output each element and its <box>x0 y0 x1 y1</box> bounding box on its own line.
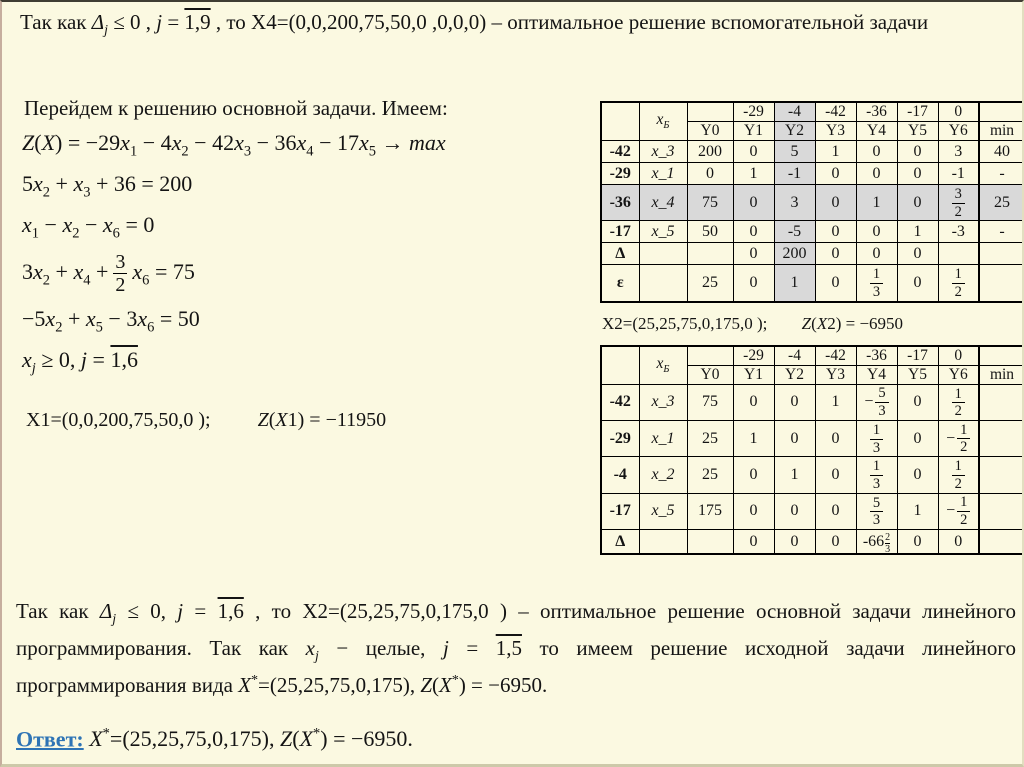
objective-coef-header <box>979 346 1024 366</box>
table-cell <box>979 384 1024 420</box>
constraint-3: $3x_2 + x_4$ + $\frac{3}{2}$ $x_6 = 75$ <box>22 250 195 297</box>
table-cell: 0 <box>733 457 774 493</box>
table-cell: 1 3 <box>856 421 897 457</box>
text-part: ) = −6950. <box>320 726 413 752</box>
objective-coef-header: -42 <box>815 346 856 366</box>
x1-solution <box>26 409 590 432</box>
table-cell: x_1 <box>639 163 687 185</box>
table-cell: Δ <box>601 530 639 555</box>
column-header: Y6 <box>938 365 979 384</box>
table-cell: 0 <box>774 384 815 420</box>
table-cell: 3 <box>774 185 815 221</box>
table-cell: 3 <box>938 141 979 163</box>
table-cell <box>979 457 1024 493</box>
table-cell: 1 2 <box>938 457 979 493</box>
table-cell: x_3 <box>639 384 687 420</box>
table-cell: 0 <box>897 141 938 163</box>
table-cell <box>687 530 733 555</box>
table-cell: 0 <box>733 493 774 529</box>
objective-coef-header: -29 <box>733 102 774 122</box>
table-cell: 200 <box>687 141 733 163</box>
text-part: $x_j$ − целые, j = <box>305 635 496 664</box>
objective-coef-header: -29 <box>733 346 774 366</box>
text-part: =(25,25,75,0,175), <box>258 672 421 697</box>
table-cell: -29 <box>601 163 639 185</box>
column-header: Y2 <box>774 122 815 141</box>
text-part: , то X4=(0,0,200,75,50,0 ,0,0,0) – оптимальное решение вспомогательной задачи <box>210 10 929 34</box>
x2-point: X2=(25,25,75,0,175,0 ); <box>602 313 768 333</box>
constraint-1: $5x_2 + x_3 + 36 = 200$ <box>22 170 193 201</box>
table-cell: x_5 <box>639 493 687 529</box>
objective-coef-header: -4 <box>774 346 815 366</box>
column-header: Y1 <box>733 365 774 384</box>
table-cell <box>979 493 1024 529</box>
table-cell: -42 <box>601 384 639 420</box>
text-part: Так как $\Delta_j \le 0$ , j = <box>20 10 185 38</box>
text-part: $\Delta_j \le 0$, j = <box>99 599 218 627</box>
table-cell: 1 <box>897 493 938 529</box>
table-cell: -1 <box>774 163 815 185</box>
table-cell: 0 <box>815 457 856 493</box>
table-cell: x_2 <box>639 457 687 493</box>
table-cell: 1 <box>733 163 774 185</box>
column-header: Y4 <box>856 122 897 141</box>
table-cell: 1 2 <box>938 384 979 420</box>
objective-coef-header <box>979 102 1024 122</box>
objective-coef-header: -36 <box>856 346 897 366</box>
table-cell: 5 3 <box>856 493 897 529</box>
table-cell: 1 <box>897 221 938 243</box>
conclusion-paragraph <box>16 594 1016 702</box>
text-part: X <box>238 672 252 697</box>
table-cell: 0 <box>733 384 774 420</box>
objective-coef-header: 0 <box>938 102 979 122</box>
corner-cell <box>601 102 639 141</box>
basis-header: $x_Б$ <box>639 102 687 141</box>
basis-header: $x_Б$ <box>639 346 687 385</box>
text-part: , то X2=(25,25,75,0,175,0 ) – оптимальное решение основной задачи линейного программирования. Так как <box>16 599 1016 660</box>
table-cell: 0 <box>856 221 897 243</box>
table-cell: 0 <box>856 163 897 185</box>
table-cell: -5 <box>774 221 815 243</box>
table-cell: 1 <box>856 185 897 221</box>
table-cell: 175 <box>687 493 733 529</box>
table-cell: 0 <box>815 243 856 265</box>
column-header: Y0 <box>687 365 733 384</box>
table-cell: 75 <box>687 185 733 221</box>
table-cell: 25 <box>687 457 733 493</box>
table-cell: 1 3 <box>856 265 897 302</box>
top-statement-text <box>20 6 1010 41</box>
table-cell: 0 <box>938 530 979 555</box>
x1-point: X1=(0,0,200,75,50,0 ); <box>26 408 211 431</box>
table-cell: 1 <box>774 457 815 493</box>
table-cell: 25 <box>979 185 1024 221</box>
table-cell: 1 <box>774 265 815 302</box>
table-cell: 0 <box>733 530 774 555</box>
table-cell: 50 <box>687 221 733 243</box>
table-cell <box>639 530 687 555</box>
column-header: min <box>979 365 1024 384</box>
objective-coef-header: 0 <box>938 346 979 366</box>
table-cell: 25 <box>687 421 733 457</box>
table-cell: -66 2 3 <box>856 530 897 555</box>
answer-label: Ответ: <box>16 726 84 752</box>
table-cell: 40 <box>979 141 1024 163</box>
table-cell: -17 <box>601 493 639 529</box>
x2-solution <box>602 314 1024 334</box>
text-part: то имеем решение исходной задачи линейного программирования вида <box>16 635 1017 697</box>
objective-coef-header <box>687 346 733 366</box>
table-cell: − $\frac{1}{2}$ <box>938 493 979 529</box>
table-cell: -1 <box>938 163 979 185</box>
table-cell: − $\frac{1}{2}$ <box>938 421 979 457</box>
table-cell: 0 <box>815 221 856 243</box>
table-cell: 0 <box>856 243 897 265</box>
text-part: X <box>89 726 103 752</box>
constraint-2: $x_1 - x_2 - x_6 = 0$ <box>22 211 155 242</box>
fraction: $\frac{3}{2}$ <box>115 250 126 297</box>
table-cell <box>639 265 687 302</box>
table-cell: 1 <box>733 421 774 457</box>
text-part: Z(X <box>279 726 314 752</box>
corner-cell <box>601 346 639 385</box>
table-cell: 200 <box>774 243 815 265</box>
table-cell: 0 <box>733 221 774 243</box>
table-cell: 1 2 <box>938 265 979 302</box>
table-cell: 1 3 <box>856 457 897 493</box>
table-cell: x_4 <box>639 185 687 221</box>
objective-coef-header <box>687 102 733 122</box>
text-part: Z(X <box>420 672 452 697</box>
intro-text: Перейдем к решению основной задачи. Имеем: <box>24 96 448 120</box>
text-part: * <box>102 726 110 742</box>
table-cell: -36 <box>601 185 639 221</box>
right-column <box>600 101 1024 555</box>
table-cell: 5 <box>774 141 815 163</box>
table-cell: 0 <box>856 141 897 163</box>
objective-function: $Z(X) = -29x_1 - 4x_2 - 42x_3 - 36x_4 - 17x_5 \to \max$ <box>22 130 446 160</box>
table-cell: 0 <box>687 163 733 185</box>
table-cell: 0 <box>815 530 856 555</box>
table-cell <box>979 421 1024 457</box>
column-header: Y3 <box>815 122 856 141</box>
table-cell: 0 <box>733 141 774 163</box>
table-cell: -42 <box>601 141 639 163</box>
table-cell: -17 <box>601 221 639 243</box>
objective-coef-header: -42 <box>815 102 856 122</box>
table-cell <box>979 243 1024 265</box>
answer-value <box>84 726 413 751</box>
table-cell: 0 <box>774 530 815 555</box>
objective-coef-header: -36 <box>856 102 897 122</box>
column-header: Y5 <box>897 365 938 384</box>
table-cell <box>979 530 1024 555</box>
table-cell: 25 <box>687 265 733 302</box>
text-part: ) = −6950. <box>458 672 548 697</box>
x2-objective-value: Z(X2) = −6950 <box>801 313 904 333</box>
table-cell: 0 <box>815 185 856 221</box>
table-cell: − $\frac{5}{3}$ <box>856 384 897 420</box>
text-part: 1,5 <box>495 635 522 660</box>
column-header: Y6 <box>938 122 979 141</box>
text-part: * <box>451 671 459 687</box>
table-cell: -3 <box>938 221 979 243</box>
table-cell: 0 <box>897 457 938 493</box>
table-cell: x_5 <box>639 221 687 243</box>
text-part: =(25,25,75,0,175), <box>109 726 280 752</box>
table-cell: - <box>979 221 1024 243</box>
column-header: min <box>979 122 1024 141</box>
table-cell: 0 <box>897 163 938 185</box>
table-cell: 0 <box>897 265 938 302</box>
column-header: Y1 <box>733 122 774 141</box>
table-cell: 1 <box>815 384 856 420</box>
objective-coef-header: -17 <box>897 102 938 122</box>
table-cell: 0 <box>774 421 815 457</box>
table-cell <box>979 265 1024 302</box>
text-part: 1,9 <box>184 10 211 34</box>
text-part: 1,6 <box>217 599 244 623</box>
table-cell: 0 <box>733 185 774 221</box>
nonnegativity-condition: $x_j \ge 0$, j = 1,6 <box>22 346 138 377</box>
column-header: Y2 <box>774 365 815 384</box>
table-cell: -29 <box>601 421 639 457</box>
table-cell: 0 <box>815 265 856 302</box>
text-part: * <box>251 671 259 687</box>
table-cell <box>687 243 733 265</box>
constraint-4: $-5x_2 + x_5 - 3x_6 = 50$ <box>22 305 200 336</box>
column-header: Y3 <box>815 365 856 384</box>
table-cell: 0 <box>897 243 938 265</box>
table-cell: 0 <box>815 163 856 185</box>
column-header: Y4 <box>856 365 897 384</box>
table-cell: 0 <box>733 265 774 302</box>
table-cell: ε <box>601 265 639 302</box>
table-cell: 3 2 <box>938 185 979 221</box>
table-cell: 1 <box>815 141 856 163</box>
column-header: Y0 <box>687 122 733 141</box>
answer-line <box>16 726 413 752</box>
table-cell: 0 <box>897 530 938 555</box>
objective-coef-header: -17 <box>897 346 938 366</box>
left-column <box>22 96 590 432</box>
table-cell: Δ <box>601 243 639 265</box>
text-part: Так как <box>16 599 100 623</box>
table-cell: x_3 <box>639 141 687 163</box>
simplex-table-1 <box>600 101 1024 303</box>
table-cell: 0 <box>774 493 815 529</box>
table-cell <box>938 243 979 265</box>
table-cell: 75 <box>687 384 733 420</box>
column-header: Y5 <box>897 122 938 141</box>
table-cell: 0 <box>897 384 938 420</box>
simplex-table-2 <box>600 345 1024 555</box>
table-cell <box>639 243 687 265</box>
table-cell: 0 <box>815 421 856 457</box>
table-cell: 0 <box>897 185 938 221</box>
text-part: * <box>313 726 321 742</box>
table-cell: 0 <box>815 493 856 529</box>
x1-objective-value: Z(X1) = −11950 <box>257 408 387 431</box>
objective-coef-header: -4 <box>774 102 815 122</box>
table-cell: -4 <box>601 457 639 493</box>
table-cell: - <box>979 163 1024 185</box>
table-cell: x_1 <box>639 421 687 457</box>
table-cell: 0 <box>897 421 938 457</box>
table-cell: 0 <box>733 243 774 265</box>
